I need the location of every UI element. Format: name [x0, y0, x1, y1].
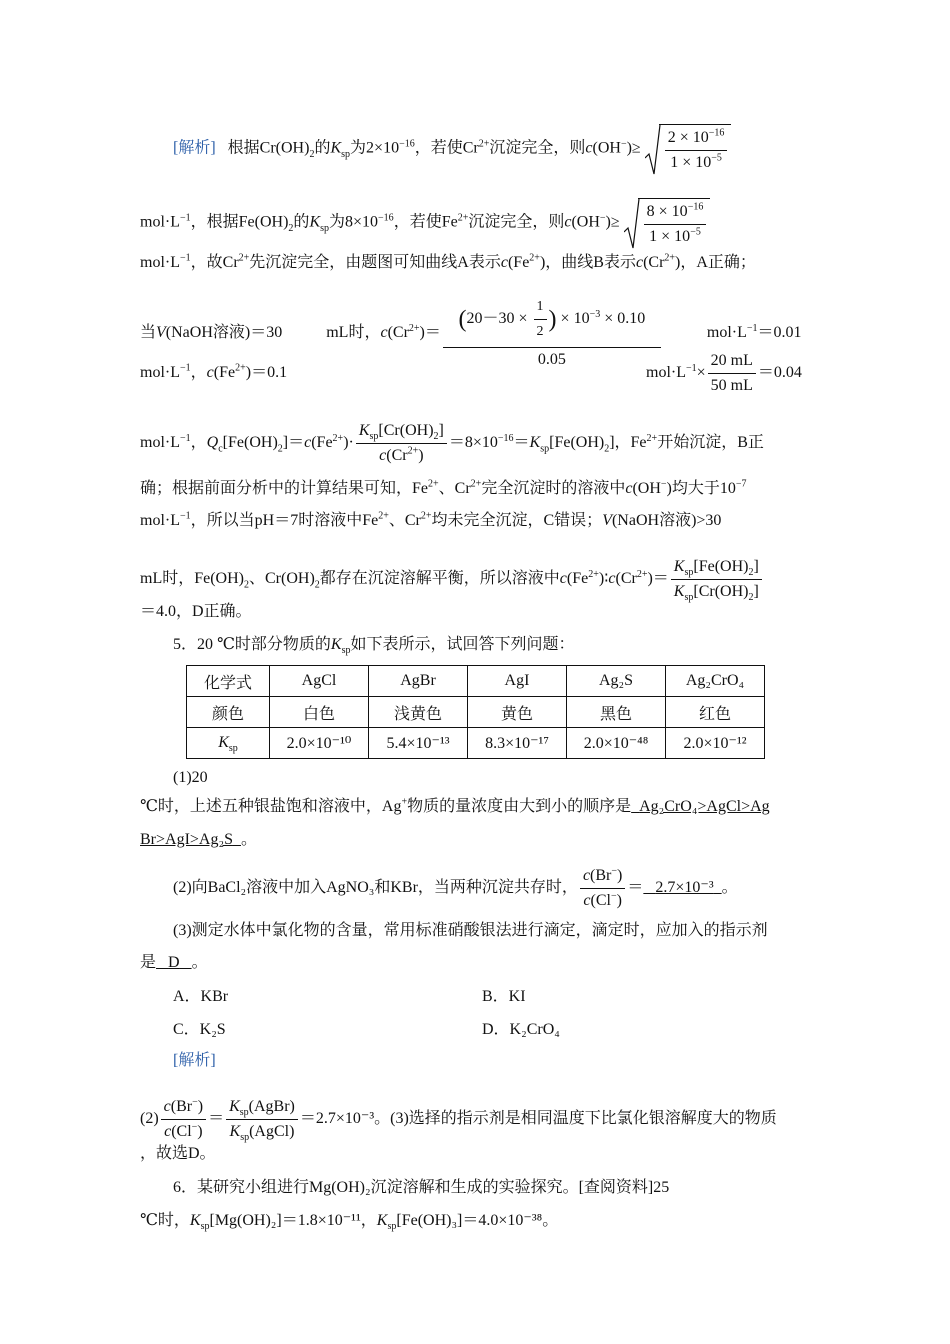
sqrt-expression-1: $\frac{2 \times 10^{-16}}{1 \times 10^{-5}}$: [645, 124, 732, 174]
option-b: B．KI: [482, 988, 526, 1005]
question-5-intro: 5．20 ℃时部分物质的$K_{sp}$如下表所示，试回答下列问题：: [173, 636, 575, 657]
fraction-br-over-cl: $\frac{c(Br^-)}{c(Cl^-)}$: [580, 865, 625, 912]
fraction-ksp-agbr-agcl: $\frac{K_{sp}(AgBr)}{K_{sp}(AgCl)}$: [226, 1096, 298, 1143]
answer-blank-2: 2.7×10⁻³: [655, 879, 714, 897]
fraction-volume: $\frac{20 mL}{50 mL}$: [708, 350, 756, 397]
question-6: 6．某研究小组进行Mg(OH)₂沉淀溶解和生成的实验探究。[查阅资料]25: [173, 1179, 670, 1196]
analysis-line-5: $mol\cdot L^{-1}$，$c(Fe^{2+})=0.1$ $mol\cdot L^{-1}\times$ $\frac{20 mL}{50 mL}$ ＝0.04: [140, 362, 810, 384]
question-5-1: ℃时，上述五种银盐饱和溶液中，Ag+物质的量浓度由大到小的顺序是 Ag₂CrO₄>AgCl>Ag: [140, 796, 770, 815]
solution-line-2: ，故选D。: [140, 1145, 216, 1162]
analysis-label-2-line: [173, 1050, 810, 1072]
question-5-1-cont: Br>AgI>Ag₂S 。: [140, 831, 257, 848]
analysis-line-8: $mol\cdot L^{-1}$，所以当pH＝7时溶液中$Fe^{2+}$、$Cr^{2+}$均未完全沉淀，C错误；V(NaOH溶液)>30: [140, 510, 722, 529]
table-row: 颜色 白色 浅黄色 黄色 黑色 红色: [187, 697, 765, 728]
analysis-line-2: $mol\cdot L^{-1}$，根据$Fe(OH)_2$的$K_{sp}$为$8\times 10^{-16}$，若使$Fe^{2+}$沉淀完全，则c(OH−)≥ $\frac{8 \times 10^{-16}}{1 \times 10^{-5}}$: [140, 198, 810, 248]
analysis-line-7: 确；根据前面分析中的计算结果可知，$Fe^{2+}$、$Cr^{2+}$完全沉淀时的溶液中c(OH−)均大于$10^{-7}$: [140, 478, 747, 497]
fraction-ksp-over-c: $\frac{K_{sp}[Cr(OH)_2]}{c(Cr^{2+})}$: [356, 420, 447, 467]
ksp-label: $K_{sp}$: [187, 728, 270, 759]
question-5-3: (3)测定水体中氯化物的含量，常用标准硝酸银法进行滴定，滴定时，应加入的指示剂: [173, 922, 768, 939]
table-row: 化学式 AgCl AgBr AgI Ag₂S Ag₂CrO₄: [187, 666, 765, 697]
fraction-ksp-ratio: $\frac{K_{sp}[Fe(OH)_2]}{K_{sp}[Cr(OH)_2]}$: [671, 556, 762, 603]
question-5-1-start: (1)20: [173, 769, 208, 786]
option-d: D．K₂CrO₄: [482, 1021, 560, 1038]
fraction-br-cl: $\frac{c(Br^-)}{c(Cl^-)}$: [161, 1096, 206, 1143]
sqrt-expression-2: $\frac{8 \times 10^{-16}}{1 \times 10^{-5}}$: [624, 198, 711, 248]
option-a: A．KBr: [173, 988, 229, 1005]
fraction-cr-concentration: (20－30 × $\frac{1}{2}$ ) × $10^{-3} \times 0.10$ 0.05: [443, 296, 661, 371]
analysis-line-9: mL时，$Fe(OH)_2$、$Cr(OH)_2$都存在沉淀溶解平衡，所以溶液中$c(Fe^{2+})∶c(Cr^{2+})=$ $\frac{K_{sp}[Fe(OH)_2]}{K_{sp}[Cr(OH)_2]}$: [140, 556, 810, 603]
analysis-line-3: $mol\cdot L^{-1}$，故$Cr^{2+}$先沉淀完全，由题图可知曲线A表示$c(Fe^{2+})$，曲线B表示$c(Cr^{2+})$，A正确；: [140, 252, 756, 271]
analysis-label: [解析]: [173, 139, 216, 157]
ksp-table: [186, 665, 765, 759]
question-5-2: (2)向BaCl₂溶液中加入AgNO₃和KBr，当两种沉淀共存时， $\frac{c(Br^-)}{c(Cl^-)}$ ＝ 2.7×10⁻³ 。: [173, 865, 810, 912]
analysis-label: [解析]: [173, 1052, 216, 1069]
analysis-line-10: ＝4.0，D正确。: [140, 603, 252, 620]
option-c: C．K₂S: [173, 1021, 226, 1038]
analysis-line-1: [解析] 根据$Cr(OH)_2$的$K_{sp}$为$2\times 10^{-16}$，若使$Cr^{2+}$沉淀完全，则c(OH−)≥ $\frac{2 \times 10^{-16}}{1 \times 10^{-5}}$: [173, 124, 810, 174]
analysis-line-6: $mol\cdot L^{-1}$，$Q_c[Fe(OH)_2]=c(Fe^{2+})\cdot$ $\frac{K_{sp}[Cr(OH)_2]}{c(Cr^{2+})}$ $=8\times 10^{-16}=K_{sp}[Fe(OH)_2]$，$Fe^{2+}$开始沉淀，B正: [140, 420, 810, 467]
question-6-cont: ℃时，$K_{sp}[Mg(OH)_2]=1.8\times 10^{-11}$，$K_{sp}[Fe(OH)_3]=4.0\times 10^{-38}$。: [140, 1212, 559, 1233]
table-row: $K_{sp}$ 2.0×10⁻¹⁰ 5.4×10⁻¹³ 8.3×10⁻¹⁷ 2.0×10⁻⁴⁸ 2.0×10⁻¹²: [187, 728, 765, 759]
question-5-3-cont: 是 D 。: [140, 954, 208, 971]
answer-blank-1: Ag₂CrO₄>AgCl>Ag: [639, 798, 770, 815]
answer-blank-3: D: [168, 954, 180, 971]
analysis-line-4: 当V(NaOH溶液)＝30 mL时，$c(Cr^{2+})=$ (20－30 × $\frac{1}{2}$ ) × $10^{-3} \times 0.10$ 0.05 $mol\cdot L^{-1}=0.01$: [140, 296, 810, 371]
solution-line: (2) $\frac{c(Br^-)}{c(Cl^-)}$ ＝ $\frac{K_{sp}(AgBr)}{K_{sp}(AgCl)}$ ＝2.7×10⁻³。(3)选择的指示剂是相同温度下比氯化银溶解度大的物质: [140, 1096, 777, 1144]
